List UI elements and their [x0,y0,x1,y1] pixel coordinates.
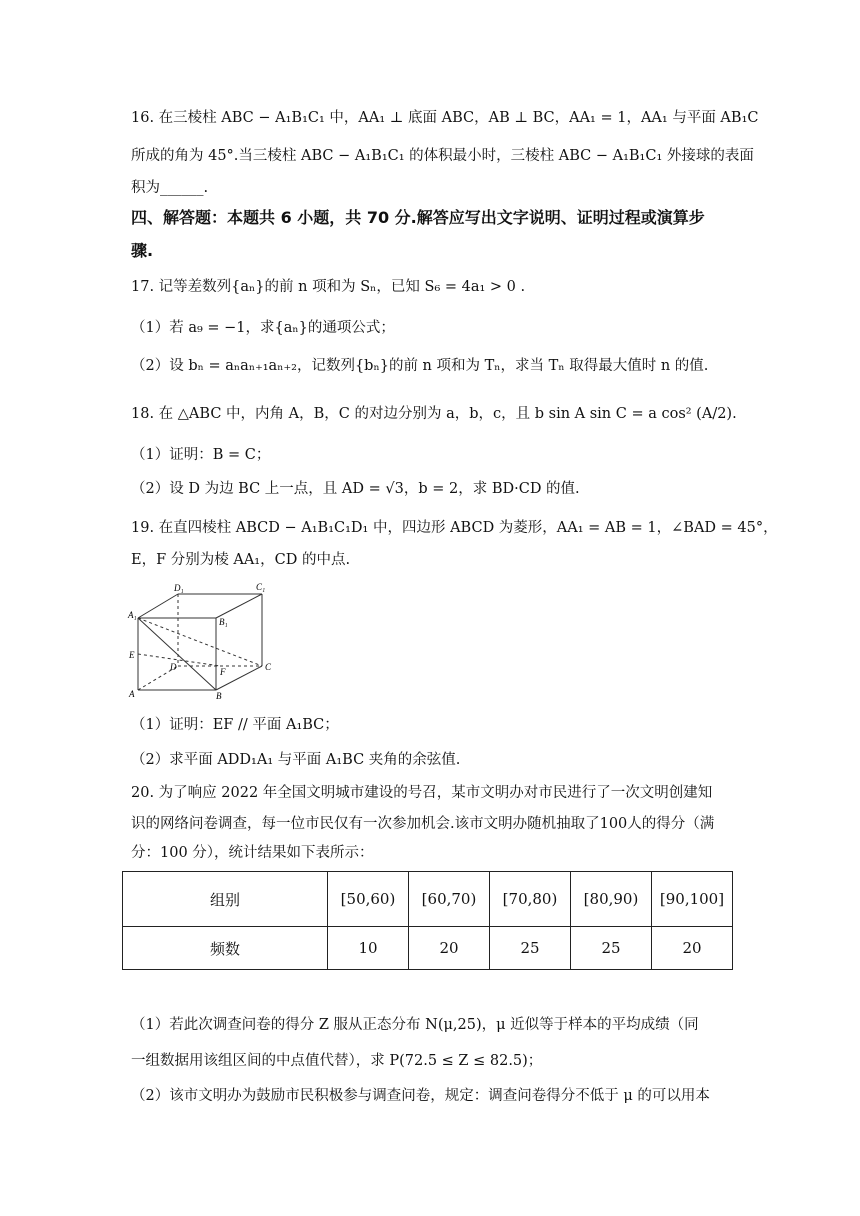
label-F: F [220,667,226,677]
table-cell: 频数 [123,927,328,970]
table-cell: [50,60) [328,872,409,927]
table-row [123,927,733,970]
label-C: C [265,662,272,672]
label-D: D [170,662,177,672]
q20-part2: （2）该市文明办为鼓励市民积极参与调查问卷，规定：调查问卷得分不低于 μ 的可以用本 [131,1088,710,1104]
prism-figure [126,580,276,700]
table-cell: 20 [409,927,490,970]
q20-part1-line2: 一组数据用该组区间的中点值代替），求 P(72.5 ≤ Z ≤ 82.5)； [131,1053,543,1069]
q16-line3: 积为______. [131,180,209,196]
q18-stem: 18. 在 △ABC 中，内角 A，B，C 的对边分别为 a，b，c，且 b sin A sin C = a cos² (A/2). [131,406,737,422]
section-heading-line1: 四、解答题：本题共 6 小题，共 70 分.解答应写出文字说明、证明过程或演算步 [131,208,705,227]
table-cell: 20 [652,927,733,970]
q19-stem-line2: E，F 分别为棱 AA₁，CD 的中点. [131,552,351,568]
q19-stem-line1: 19. 在直四棱柱 ABCD − A₁B₁C₁D₁ 中，四边形 ABCD 为菱形，AA₁ = AB = 1，∠BAD = 45°， [131,520,778,536]
table-cell: [90,100] [652,872,733,927]
q17-part2: （2）设 bₙ = aₙaₙ₊₁aₙ₊₂，记数列{bₙ}的前 n 项和为 Tₙ，求当 Tₙ 取得最大值时 n 的值. [131,358,709,374]
label-B: B [216,691,222,700]
label-E: E [129,650,135,660]
table-cell: 组别 [123,872,328,927]
q20-line1: 20. 为了响应 2022 年全国文明城市建设的号召，某市文明办对市民进行了一次文明创建知 [131,785,713,801]
q18-part2: （2）设 D 为边 BC 上一点，且 AD = √3，b = 2，求 BD·CD 的值. [131,481,580,497]
section-heading-line2: 骤. [131,241,154,260]
label-D1: D₁ [174,583,184,593]
label-C1: C₁ [256,582,266,592]
q16-line2: 所成的角为 45°.当三棱柱 ABC − A₁B₁C₁ 的体积最小时，三棱柱 ABC − A₁B₁C₁ 外接球的表面 [131,148,754,164]
q19-part1: （1）证明：EF // 平面 A₁BC； [131,717,339,733]
score-table [122,871,733,970]
q19-part2: （2）求平面 ADD₁A₁ 与平面 A₁BC 夹角的余弦值. [131,752,461,768]
q17-part1: （1）若 a₉ = −1，求{aₙ}的通项公式； [131,320,395,336]
label-A1: A₁ [128,610,137,620]
table-cell: [60,70) [409,872,490,927]
q18-part1: （1）证明：B = C； [131,447,271,463]
label-B1: B₁ [219,617,228,627]
q20-line2: 识的网络问卷调查，每一位市民仅有一次参加机会.该市文明办随机抽取了100人的得分（满 [131,816,715,832]
q20-line3: 分：100 分），统计结果如下表所示： [131,845,374,861]
q20-part1-line1: （1）若此次调查问卷的得分 Z 服从正态分布 N(μ,25)，μ 近似等于样本的平均成绩（同 [131,1017,699,1033]
table-cell: 25 [571,927,652,970]
q17-stem: 17. 记等差数列{aₙ}的前 n 项和为 Sₙ，已知 S₆ = 4a₁ > 0 . [131,279,526,295]
table-header-row [123,872,733,927]
label-A: A [129,689,135,699]
table-cell: 10 [328,927,409,970]
table-cell: [80,90) [571,872,652,927]
table-cell: [70,80) [490,872,571,927]
table-cell: 25 [490,927,571,970]
q16-line1: 16. 在三棱柱 ABC − A₁B₁C₁ 中，AA₁ ⊥ 底面 ABC，AB ⊥ BC，AA₁ = 1，AA₁ 与平面 AB₁C [131,110,759,126]
